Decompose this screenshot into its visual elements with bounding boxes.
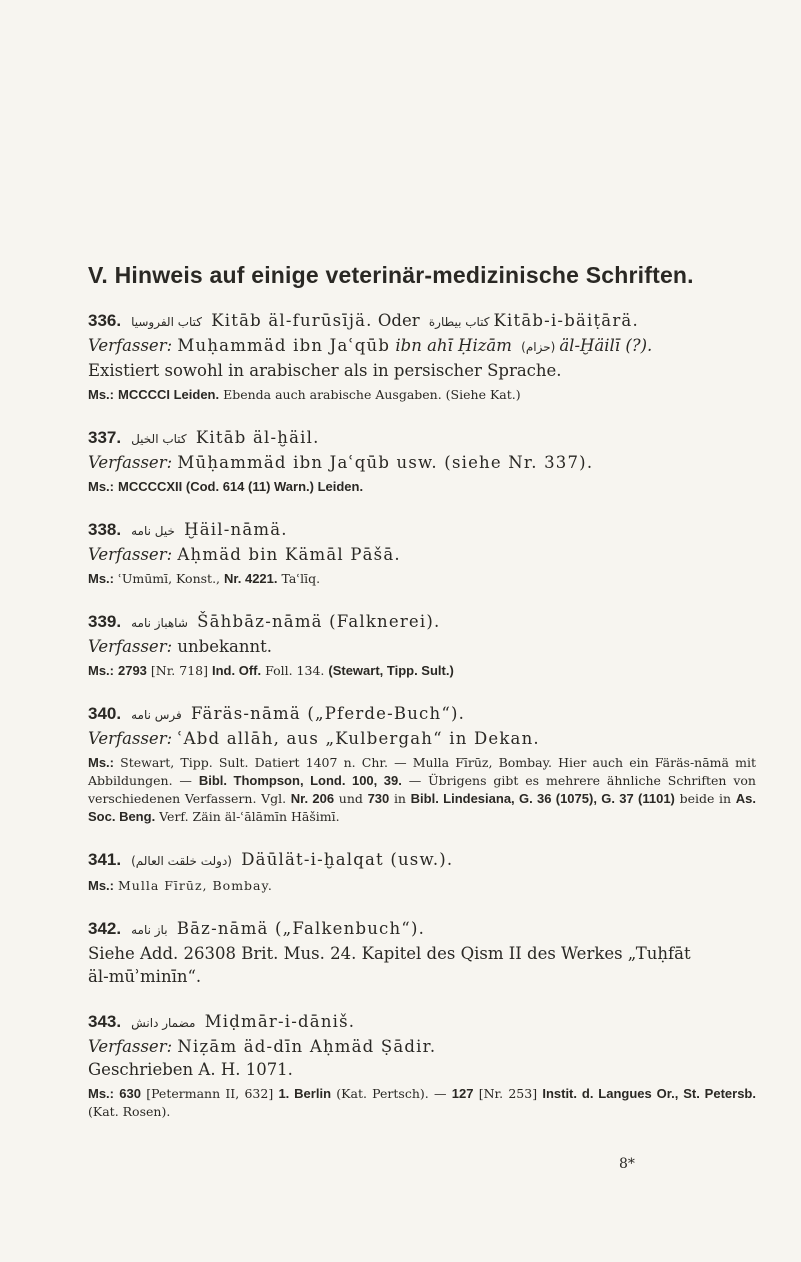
entry-number: 343. xyxy=(88,1012,122,1031)
ms-reference: 630 xyxy=(119,1086,141,1101)
ms-note: Verf. Zäin äl-ʿālāmīn Hāšimī. xyxy=(159,809,340,824)
ms-note: und xyxy=(338,791,363,806)
ms-reference: 127 xyxy=(451,1086,474,1101)
ms-note: Ebenda auch arabische Ausgaben. (Siehe Kat.) xyxy=(223,387,521,402)
ms-note: Mulla Fīrūz, Bombay. xyxy=(117,878,273,893)
arabic-title: كتاب الفروسيا xyxy=(131,315,203,329)
entry-note: Geschrieben A. H. 1071. xyxy=(88,1060,293,1079)
manuscript-line xyxy=(88,478,756,496)
author-line xyxy=(88,334,756,359)
ms-reference: 730 xyxy=(367,791,390,806)
author-nisba: äl-Ḫäilī (?). xyxy=(559,336,653,355)
ms-note: Stewart, Tipp. Sult. Datiert 1407 n. Chr. — Mulla Fīrūz, Bombay. Hier auch ein Färäs-nāmä mit Abbildungen. — xyxy=(88,755,756,788)
entry-338 xyxy=(88,518,756,588)
author-line xyxy=(88,635,756,658)
author-name: unbekannt. xyxy=(177,637,272,656)
manuscript-line xyxy=(88,662,756,680)
author-label: Verfasser: xyxy=(88,336,173,355)
manuscript-paragraph xyxy=(88,754,756,826)
transliterated-title-alt: Kitāb-i-bäiṭārä. xyxy=(493,311,639,330)
ms-note: in xyxy=(393,791,406,806)
author-name: Aḥmäd bin Kämāl Pāšā. xyxy=(177,545,401,564)
page-signature-mark: 8* xyxy=(619,1156,635,1172)
entry-title-line xyxy=(88,1010,756,1035)
entry-note: Siehe Add. 26308 Brit. Mus. 24. Kapitel des Qism II des Werkes „Tuḥfāt xyxy=(88,944,691,963)
entry-title-line xyxy=(88,309,756,334)
ms-reference: Nr. 4221. xyxy=(224,571,278,586)
ms-label: Ms.: xyxy=(88,878,114,893)
ms-reference: 2793 xyxy=(117,663,147,678)
author-line xyxy=(88,1035,756,1058)
manuscript-paragraph xyxy=(88,1085,756,1121)
ms-reference: As. Soc. Beng. xyxy=(88,791,756,824)
entry-note: äl-mūʾminīn“. xyxy=(88,967,202,986)
ms-reference: MCCCCXII (Cod. 614 (11) Warn.) Leiden. xyxy=(117,479,364,494)
ms-label: Ms.: xyxy=(88,571,114,586)
author-name: Muḥammäd ibn Jaʿqūb xyxy=(177,336,391,355)
entry-343 xyxy=(88,1010,756,1121)
author-label: Verfasser: xyxy=(88,729,173,748)
author-name-italic: ibn ahī Ḥizām xyxy=(395,336,512,355)
arabic-title: كتاب الخيل xyxy=(131,432,187,446)
ms-reference: 1. Berlin xyxy=(278,1086,332,1101)
transliterated-title: Miḍmār-i-dāniš. xyxy=(204,1012,356,1031)
entry-number: 340. xyxy=(88,704,122,723)
ms-reference: Nr. 206 xyxy=(290,791,335,806)
entry-339 xyxy=(88,610,756,680)
transliterated-title: Kitāb äl-furūsījä. xyxy=(211,311,373,330)
ms-reference: MCCCCI Leiden. xyxy=(117,387,220,402)
ms-reference: (Stewart, Tipp. Sult.) xyxy=(328,663,454,678)
ms-note: [Nr. 253] xyxy=(478,1086,538,1101)
ms-note: (Kat. Pertsch). — xyxy=(336,1086,447,1101)
arabic-title: باز نامه xyxy=(131,923,168,937)
entry-number: 338. xyxy=(88,520,122,539)
section-heading: V. Hinweis auf einige veterinär-medizinische Schriften. xyxy=(88,262,694,288)
arabic-title: خيل نامه xyxy=(131,524,175,538)
ms-reference: Bibl. Thompson, Lond. 100, 39. xyxy=(198,773,402,788)
entry-number: 341. xyxy=(88,850,122,869)
entry-title-line xyxy=(88,848,756,873)
ms-note: Foll. 134. xyxy=(265,663,325,678)
transliterated-title: Kitāb äl-ḫäil. xyxy=(195,428,320,447)
ms-note: beide in xyxy=(679,791,732,806)
entry-342 xyxy=(88,917,756,988)
author-line xyxy=(88,727,756,750)
entry-336 xyxy=(88,309,756,404)
transliterated-title: Ḫäil-nāmä. xyxy=(184,520,288,539)
page xyxy=(88,262,756,1143)
ms-label: Ms.: xyxy=(88,755,114,770)
arabic-title: فرس نامه xyxy=(131,708,182,722)
entry-number: 336. xyxy=(88,311,122,330)
ms-note: [Petermann II, 632] xyxy=(146,1086,274,1101)
entry-title-line xyxy=(88,518,756,543)
author-name: Mūḥammäd ibn Jaʿqūb usw. (siehe Nr. 337). xyxy=(177,453,594,472)
entry-title-line xyxy=(88,702,756,727)
manuscript-line xyxy=(88,877,756,895)
arabic-title: (دولت خلقت العالم) xyxy=(131,854,232,868)
ms-note: Taʿlīq. xyxy=(281,571,321,586)
ms-reference: Bibl. Lindesiana, G. 36 (1075), G. 37 (1101) xyxy=(410,791,675,806)
ms-note: (Kat. Rosen). xyxy=(88,1104,171,1119)
manuscript-line xyxy=(88,386,756,404)
transliterated-title: Färäs-nāmä („Pferde-Buch“). xyxy=(191,704,466,723)
author-label: Verfasser: xyxy=(88,545,173,564)
entry-number: 342. xyxy=(88,919,122,938)
ms-label: Ms.: xyxy=(88,387,114,402)
author-arabic: (حزام) xyxy=(521,340,556,354)
entry-title-line xyxy=(88,610,756,635)
ms-reference: Instit. d. Langues Or., St. Petersb. xyxy=(542,1086,756,1101)
ms-label: Ms.: xyxy=(88,479,114,494)
author-name: Niẓām äd-dīn Aḥmäd Ṣādir. xyxy=(177,1037,437,1056)
ms-label: Ms.: xyxy=(88,1086,114,1101)
ms-note: [Nr. 718] xyxy=(150,663,208,678)
arabic-title: شاهباز نامه xyxy=(131,616,188,630)
author-label: Verfasser: xyxy=(88,637,173,656)
arabic-title: مضمار دانش xyxy=(131,1016,196,1030)
entry-number: 337. xyxy=(88,428,122,447)
ms-label: Ms.: xyxy=(88,663,114,678)
conjunction: Oder xyxy=(377,311,420,330)
manuscript-line xyxy=(88,570,756,588)
transliterated-title: Šāhbāz-nāmä (Falknerei). xyxy=(197,612,441,631)
entry-337 xyxy=(88,426,756,496)
ms-note: — Übrigens gibt es mehrere ähnliche Schriften von verschiedenen Verfassern. Vgl. xyxy=(88,773,756,806)
ms-reference: Ind. Off. xyxy=(211,663,262,678)
entry-number: 339. xyxy=(88,612,122,631)
author-label: Verfasser: xyxy=(88,453,173,472)
author-label: Verfasser: xyxy=(88,1037,173,1056)
entry-341 xyxy=(88,848,756,895)
transliterated-title: Bāz-nāmä („Falkenbuch“). xyxy=(176,919,426,938)
author-line xyxy=(88,451,756,474)
transliterated-title: Däūlät-i-ḫalqat (usw.). xyxy=(241,850,454,869)
arabic-title-alt: كتاب بيطارة xyxy=(428,315,490,329)
author-line xyxy=(88,543,756,566)
entry-340 xyxy=(88,702,756,826)
entry-title-line xyxy=(88,917,756,942)
entry-title-line xyxy=(88,426,756,451)
author-name: ʿAbd allāh, aus „Kulbergah“ in Dekan. xyxy=(177,729,540,748)
entry-note: Existiert sowohl in arabischer als in persischer Sprache. xyxy=(88,361,562,380)
ms-note: ʿUmūmī, Konst., xyxy=(117,571,221,586)
